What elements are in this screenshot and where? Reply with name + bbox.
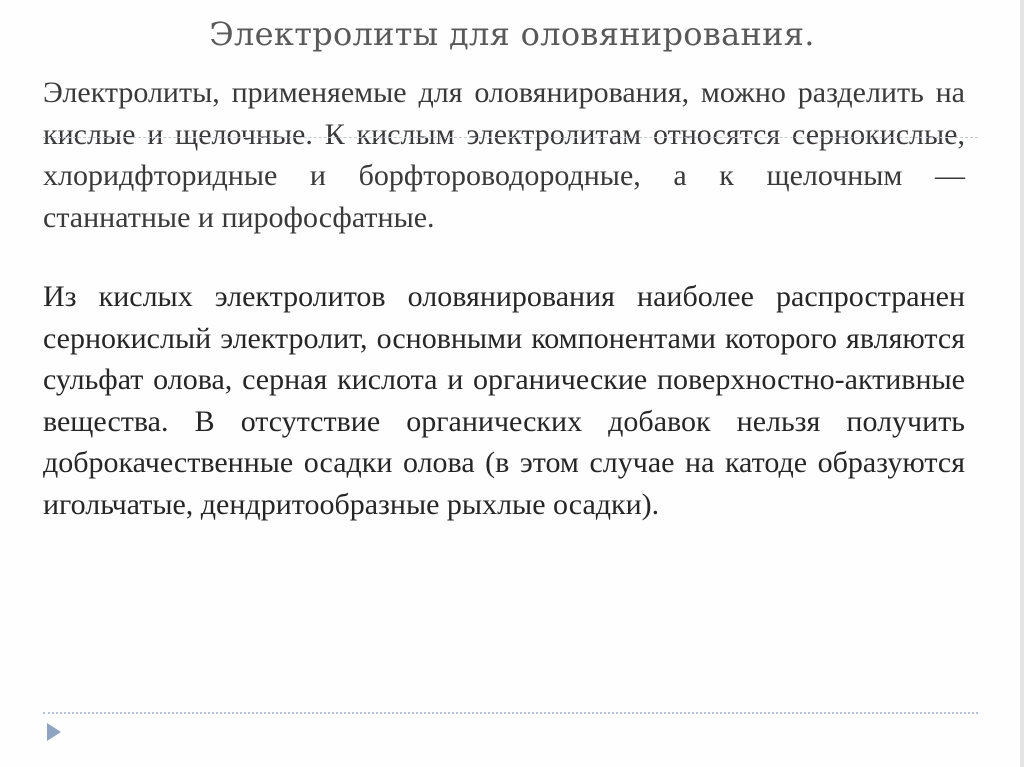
paragraph-intro: Электролиты, применяемые для оловянирования, можно разделить на кислые и щелочные. К кислым электролитам относятся сернокислые, хлоридфторидные и борфтороводородные, а к щелочным — станнатные и пирофосфатные.: [43, 76, 965, 234]
footer-divider: [43, 712, 978, 714]
slide-border: [1020, 0, 1024, 767]
play-arrow-icon[interactable]: [47, 723, 61, 741]
slide-title: Электролиты для оловянирования.: [209, 15, 815, 53]
text-divider: [43, 137, 978, 138]
paragraph-acid-electrolytes: Из кислых электролитов оловянирования наиболее распространен сернокислый электролит, основными компонентами которого являются сульфат олова, серная кислота и органические поверхностно-активные вещества. В отсутствие органических добавок нельзя получить доброкачественные осадки олова (в этом случае на катоде образуются игольчатые, дендритообразные рыхлые осадки).: [43, 280, 965, 521]
